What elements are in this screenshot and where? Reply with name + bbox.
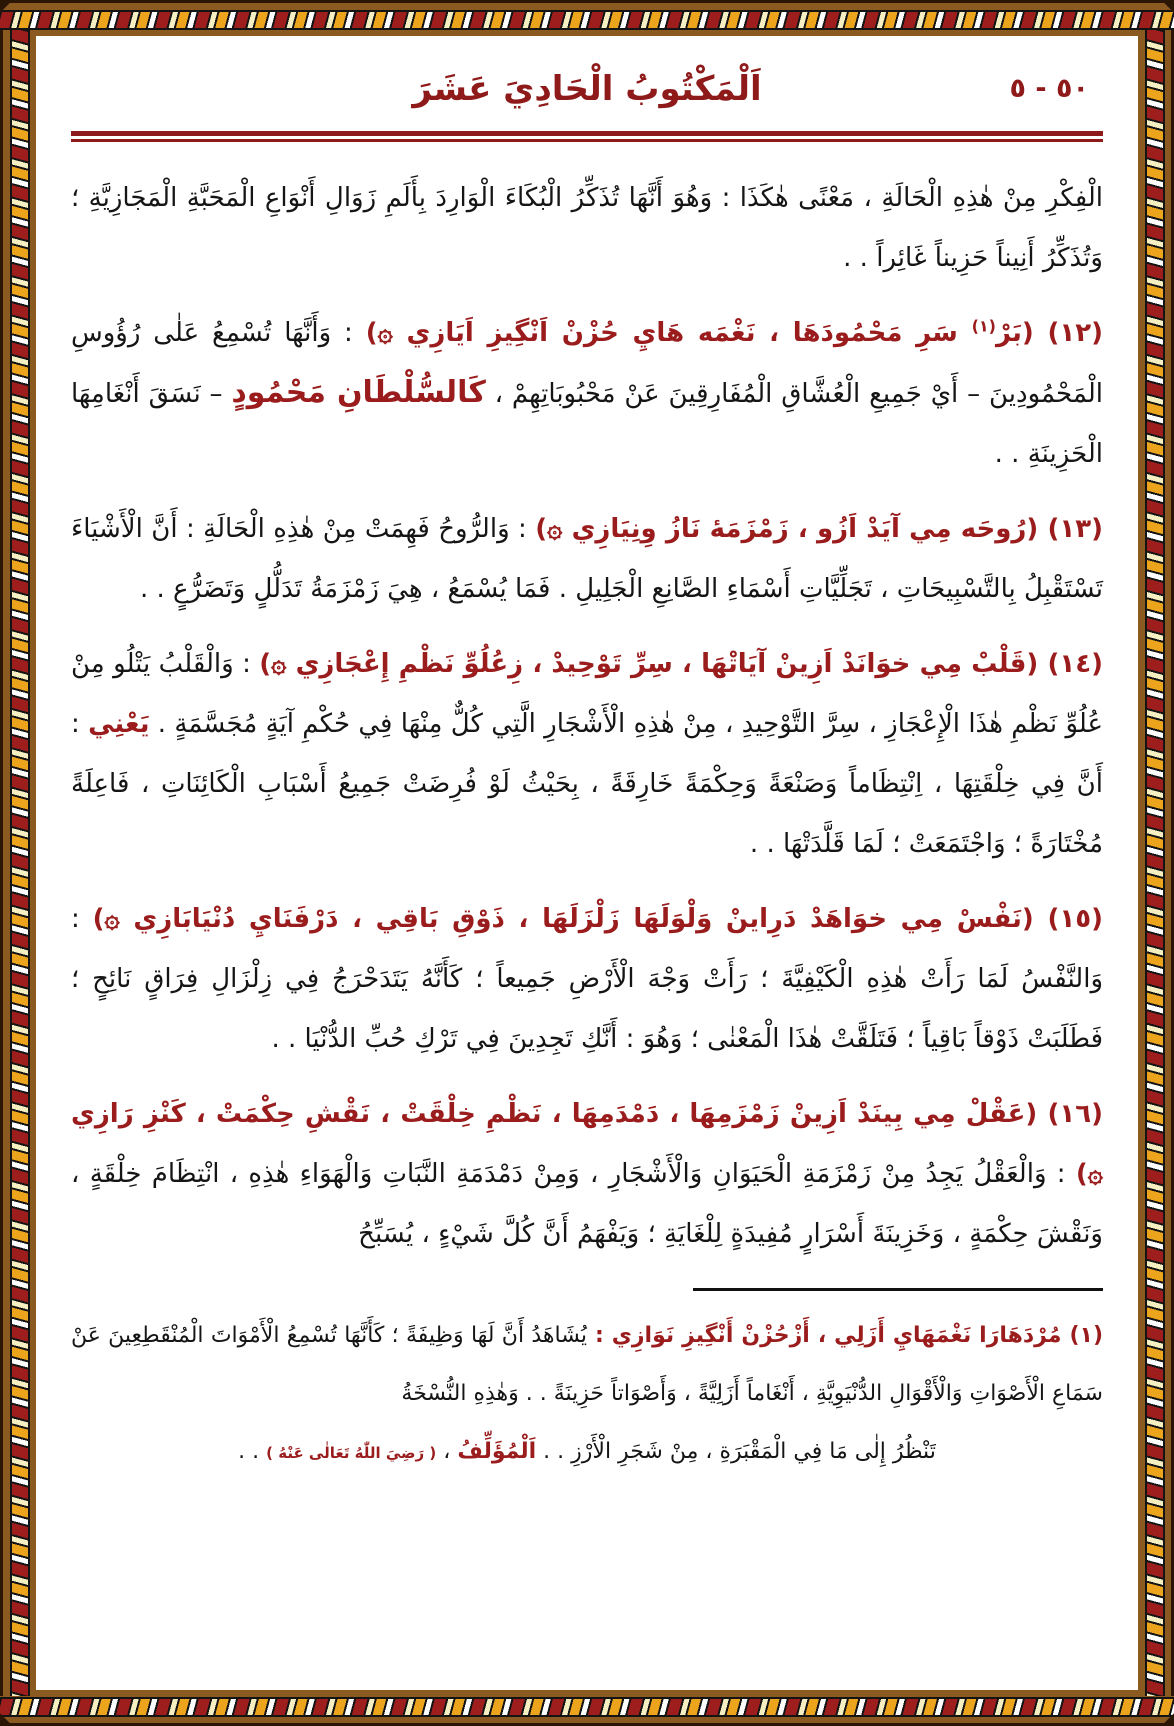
page-header — [71, 53, 1103, 125]
persian-quote-12: (بَرْ — [995, 318, 1034, 348]
paragraph-intro — [71, 168, 1103, 288]
commentary-run: : وَالرُّوحُ فَهِمَتْ مِنْ هٰذِهِ الْحَالَةِ : أَنَّ الْأَشْيَاءَ تَسْتَقْبِلُ بِالتَّسْبِيحَاتِ ، تَجَلِّيَّاتِ أَسْمَاءِ الصَّانِعِ الْجَلِيلِ . فَمَا يُسْمَعُ ، هِيَ زَمْزَمَةُ تَدَلُّلٍ وَتَضَرُّعٍ . . — [71, 514, 1103, 604]
persian-quote-16: (عَقْلْ مِي بِينَدْ اَزِينْ زَمْزَمِهَا ، دَمْدَمِهَا ، نَظْمِ خِلْقَتْ ، نَقْشِ حِكْمَتْ ، كَنْزِ رَازِي ۞) — [71, 1099, 1103, 1189]
footnote-run: . . — [238, 1439, 267, 1464]
chain-pattern — [0, 1697, 1174, 1717]
paragraph-item-12 — [71, 303, 1103, 484]
item-number-13: (١٣) — [1038, 514, 1103, 544]
commentary-run: : وَأَنَّهَا تُسْمِعُ عَلٰى رُؤُوسِ الْمَحْمُودِينَ – أَيْ جَمِيعِ الْعُشَّاقِ الْمُفَارِقِينَ عَنْ مَحْبُوبَاتِهِمْ ، — [71, 318, 1103, 409]
persian-quote-14: (قَلْبْ مِي خوَانَدْ اَزِينْ آيَاتْهَا ، سِرِّ تَوْحِيدْ ، زِعُلُوِّ نَظْمِ إِعْجَازِي ۞) — [259, 649, 1039, 679]
commentary-run: : أَنَّ فِي خِلْقَتِهَا ، اِنْتِظَاماً وَصَنْعَةً وَحِكْمَةً خَارِقَةً ، بِحَيْثُ لَوْ فُرِضَتْ جَمِيعُ أَسْبَابِ الْكَائِنَاتِ ، فَاعِلَةً مُخْتَارَةً ؛ وَاجْتَمَعَتْ ؛ لَمَا قَلَّدَتْهَا . . — [71, 709, 1103, 859]
footnote-closing-line — [71, 1423, 1103, 1482]
item-number-15: (١٥) — [1033, 904, 1103, 934]
item-number-12: (١٢) — [1033, 318, 1103, 348]
chain-pattern — [0, 10, 1174, 30]
footnote-ref-1: (١) — [971, 316, 996, 336]
ornamental-border-top — [0, 0, 1174, 36]
emphasis-yani: يَعْنِي — [88, 709, 150, 739]
footnote-lead: (١) مُرْدَهَارَا نَغْمَهَايِ أَزَلِي ، أَزْحُزْنْ أَنْگِيزِ نَوَازِي : — [586, 1323, 1104, 1348]
paragraph-item-16 — [71, 1084, 1103, 1264]
paragraph-item-15 — [71, 889, 1103, 1069]
persian-quote-13: (رُوحَه مِي آيَدْ اَزُو ، زَمْزَمَهٔ نَازُ وِنِيَازِي ۞) — [535, 514, 1039, 544]
honorific-seal: ( رَضِيَ اللّٰهُ تَعَالٰى عَنْهُ ) — [266, 1444, 437, 1462]
body-text — [71, 168, 1103, 1264]
commentary-run: : وَالْعَقْلُ يَجِدُ مِنْ زَمْزَمَةِ الْحَيَوَانِ وَالْأَشْجَارِ ، وَمِنْ دَمْدَمَةِ النَّبَاتِ وَالْهَوَاءِ هٰذِهِ ، انْتِظَامَ خِلْقَةٍ ، وَنَقْشَ حِكْمَةٍ ، وَخَزِينَةَ أَسْرَارٍ مُفِيدَةٍ لِلْغَايَةِ ؛ وَيَفْهَمُ أَنَّ كُلَّ شَيْءٍ ، يُسَبِّحُ — [71, 1159, 1103, 1249]
footnote-run: تَنْظُرُ إِلٰى مَا فِي الْمَقْبَرَةِ ، مِنْ شَجَرِ الْأَرْزِ . . — [536, 1439, 936, 1464]
footnote-paragraph — [71, 1307, 1103, 1423]
page-number: ٥٠ - ٥ — [1009, 73, 1089, 104]
footnote-run: ، — [436, 1439, 458, 1464]
ornamental-border-left — [0, 30, 36, 1696]
paragraph-item-14 — [71, 634, 1103, 874]
chain-pattern — [10, 30, 30, 1696]
page-content — [33, 33, 1141, 1693]
persian-quote-12: سَرِ مَحْمُودَهَا ، نَغْمَه هَايِ حُزْنْ اَنْگِيزِ اَيَازِي ۞) — [365, 318, 972, 348]
commentary-run: : وَالْقَلْبُ يَتْلُو مِنْ عُلُوِّ نَظْمِ هٰذَا الْإِعْجَازِ ، سِرَّ التَّوْحِيدِ ، مِنْ هٰذِهِ الْأَشْجَارِ الَّتِي كُلٌّ مِنْهَا فِي حُكْمِ آيَةٍ مُجَسَّمَةٍ . — [71, 649, 1103, 739]
ornamental-border-bottom — [0, 1690, 1174, 1726]
paragraph-item-13 — [71, 499, 1103, 619]
commentary-run: – نَسَقَ أَنْغَامِهَا الْحَزِينَةِ . . — [71, 379, 1103, 469]
persian-quote-15: (نَفْسْ مِي خوَاهَدْ دَرِاينْ وَلْوَلَهَا زَلْزَلَهَا ، ذَوْقِ بَاقِي ، دَرْفَنَايِ دُنْيَابَازِي ۞) — [92, 904, 1034, 934]
header-divider — [71, 131, 1103, 142]
body-run: الْفِكْرِ مِنْ هٰذِهِ الْحَالَةِ ، مَعْنًى هٰكَذَا : وَهُوَ أَنَّهَا تُذَكِّرُ الْبُكَاءَ الْوَارِدَ بِأَلَمِ زَوَالِ أَنْوَاعِ الْمَحَبَّةِ الْمَجَازِيَّةِ ؛ وَتُذَكِّرُ أَنِيناً حَزِيناً غَائِراً . . — [71, 183, 1103, 273]
footnote-run: يُشَاهَدُ أَنَّ لَهَا وَظِيفَةً ؛ كَأَنَّهَا تُسْمِعُ الْأَمْوَاتَ الْمُنْقَطِعِينَ عَنْ سَمَاعِ الْأَصْوَاتِ وَالْأَقْوَالِ الدُّنْيَوِيَّةِ ، أَنْغَاماً أَزَلِيَّةً ، وَأَصْوَاتاً حَزِينَةً . . وَهٰذِهِ النُّسْخَةُ — [71, 1323, 1103, 1406]
commentary-run: : وَالنَّفْسُ لَمَا رَأَتْ هٰذِهِ الْكَيْفِيَّةَ ؛ رَأَتْ وَجْهَ الْأَرْضِ جَمِيعاً ؛ كَأَنَّهُ يَتَدَحْرَجُ فِي زِلْزَالِ فِرَاقٍ نَائِحٍ ؛ فَطَلَبَتْ ذَوْقاً بَاقِياً ؛ فَتَلَقَّتْ هٰذَا الْمَعْنٰى ؛ وَهُوَ : أَنَّكِ تَجِدِينَ فِي تَرْكِ حُبِّ الدُّنْيَا . . — [71, 904, 1103, 1054]
item-number-16: (١٦) — [1037, 1099, 1103, 1129]
footnote — [71, 1307, 1103, 1482]
ornamental-border-right — [1138, 30, 1174, 1696]
chain-pattern — [1145, 30, 1165, 1696]
header-divider-inner — [71, 139, 1103, 142]
emphasis-sultan-mahmud: كَالسُّلْطَانِ مَحْمُودٍ — [231, 375, 486, 410]
author-signature: اَلْمُؤَلِّفُ — [457, 1439, 537, 1464]
footnote-divider — [693, 1288, 1103, 1291]
item-number-14: (١٤) — [1038, 649, 1103, 679]
page-title: اَلْمَكْتُوبُ الْحَادِيَ عَشَرَ — [412, 69, 762, 109]
